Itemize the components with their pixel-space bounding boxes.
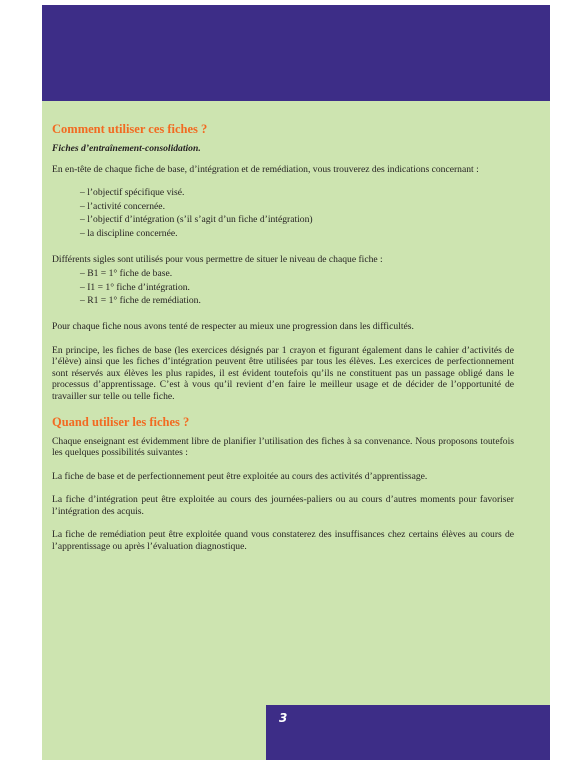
indications-intro: En en-tête de chaque fiche de base, d’intégration et de remédiation, vous trouverez des indications concernant : — [52, 163, 479, 175]
section1-subtitle: Fiches d’entraînement-consolidation. — [52, 143, 201, 154]
indications-list — [52, 187, 514, 239]
list-item: – R1 = 1° fiche de remédiation. — [80, 295, 201, 307]
top-decorative-band — [42, 5, 550, 101]
section2-title: Quand utiliser les fiches ? — [52, 414, 190, 429]
section2-intro: Chaque enseignant est évidemment libre de planifier l’utilisation des fiches à sa convenance. Nous proposons toutefois les quelques possibilités suivantes : — [52, 435, 514, 459]
integration-paragraph: La fiche d’intégration peut être exploitée au cours des journées-paliers ou au cours d’autres moments pour favoriser l’intégration des acquis. — [52, 494, 514, 517]
list-item: – l’activité concernée. — [80, 200, 165, 212]
remediation-paragraph: La fiche de remédiation peut être exploitée quand vous constaterez des insuffisances chez certains élèves au cours de l’apprentissage ou après l’évaluation diagnostique. — [52, 529, 514, 553]
bottom-decorative-band — [266, 705, 550, 760]
sigles-intro: Différents sigles sont utilisés pour vous permettre de situer le niveau de chaque fiche : — [52, 253, 383, 265]
list-item: – I1 = 1° fiche d’intégration. — [80, 281, 190, 293]
document-content — [52, 122, 514, 565]
list-item: – l’objectif spécifique visé. — [80, 187, 185, 199]
list-item: – la discipline concernée. — [80, 227, 178, 239]
page-number: 3 — [279, 711, 288, 725]
section1-title: Comment utiliser ces fiches ? — [52, 122, 208, 136]
sigles-list — [52, 268, 514, 307]
base-paragraph: La fiche de base et de perfectionnement peut être exploitée au cours des activités d’apprentissage. — [52, 470, 428, 482]
principe-paragraph: En principe, les fiches de base (les exercices désignés par 1 crayon et figurant également dans le cahier d’activités de l’élève) ainsi que les fiches d’intégration peuvent être utilisées par tous les élèves. Les exercices de perfectionnement sont réservés aux élèves les plus rapides, il est évident toutefois qu’ils ne constituent pas un passage obligé dans le processus d’apprentissage. C’est à vous qu’il revient d’en faire le meilleur usage et de décider de l’opportunité de travailler sur telle ou telle fiche. — [52, 344, 514, 402]
list-item: – B1 = 1° fiche de base. — [80, 268, 173, 280]
list-item: – l’objectif d’intégration (s’il s’agit d’un fiche d’intégration) — [80, 214, 313, 226]
progression-paragraph: Pour chaque fiche nous avons tenté de respecter au mieux une progression dans les difficultés. — [52, 320, 414, 332]
